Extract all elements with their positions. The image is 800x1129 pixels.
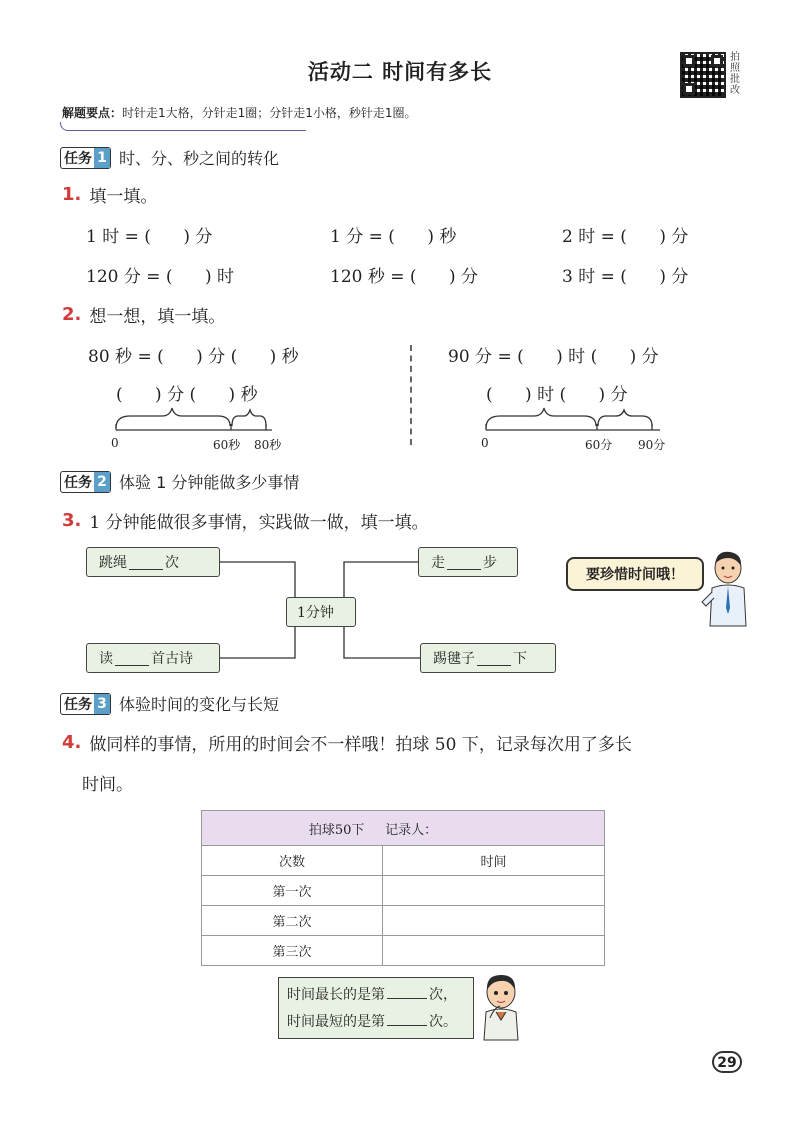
teacher-icon xyxy=(700,548,754,630)
q2-left-line2[interactable]: ( ) 分 ( ) 秒 xyxy=(116,385,258,405)
table-row xyxy=(202,876,605,906)
divider-dashed xyxy=(410,345,412,445)
box-jump-rope[interactable]: 跳绳 次 xyxy=(86,547,220,577)
page-number: 29 xyxy=(712,1051,742,1073)
task-1-header xyxy=(60,146,279,169)
q1-item-2[interactable]: 1 分 = ( ) 秒 xyxy=(330,227,457,247)
question-4-number: 4. xyxy=(62,732,82,753)
box-walk[interactable]: 走 步 xyxy=(418,547,518,577)
table-title: 拍球50下 记录人： xyxy=(202,811,605,846)
task-3-title: 体验时间的变化与长短 xyxy=(119,695,280,714)
tick-right-90: 90分 xyxy=(638,438,666,452)
question-4 xyxy=(62,730,632,755)
box-read-poems[interactable]: 读 首古诗 xyxy=(86,643,220,673)
q2-right-line1[interactable]: 90 分 = ( ) 时 ( ) 分 xyxy=(448,347,659,367)
question-1-text: 填一填。 xyxy=(89,187,158,207)
answer-shortest[interactable]: 时间最短的是第 次。 xyxy=(287,1009,465,1036)
row-label: 第二次 xyxy=(202,906,383,936)
q1-item-5[interactable]: 120 秒 = ( ) 分 xyxy=(330,267,478,287)
question-2-text: 想一想，填一填。 xyxy=(89,307,226,327)
q2-left-line1[interactable]: 80 秒 = ( ) 分 ( ) 秒 xyxy=(88,347,299,367)
question-4-text-line1: 做同样的事情，所用的时间会不一样哦！拍球 50 下，记录每次用了多长 xyxy=(89,735,632,755)
solution-tip xyxy=(62,104,417,121)
tip-label: 解题要点： xyxy=(62,106,123,120)
tick-left-0: 0 xyxy=(111,436,119,450)
time-cell[interactable] xyxy=(383,936,605,966)
task-3-header xyxy=(60,692,279,715)
table-row xyxy=(202,906,605,936)
speech-bubble-teacher: 要珍惜时间哦！ xyxy=(566,557,704,591)
question-1-number: 1. xyxy=(62,184,82,205)
qr-code-icon[interactable] xyxy=(680,52,726,98)
row-label: 第一次 xyxy=(202,876,383,906)
record-table xyxy=(201,810,605,966)
tip-text: 时针走1大格，分针走1圈；分针走1小格，秒针走1圈。 xyxy=(122,106,417,120)
q1-item-3[interactable]: 2 时 = ( ) 分 xyxy=(562,227,689,247)
column-header-count: 次数 xyxy=(202,846,383,876)
student-icon xyxy=(476,972,526,1042)
table-row xyxy=(202,936,605,966)
time-cell[interactable] xyxy=(383,876,605,906)
row-label: 第三次 xyxy=(202,936,383,966)
task-1-tag: 任务 1 xyxy=(60,147,111,169)
question-2-number: 2. xyxy=(62,304,82,325)
answer-box[interactable] xyxy=(278,977,474,1039)
task-2-header xyxy=(60,470,299,493)
task-3-tag: 任务 3 xyxy=(60,693,111,715)
task-2-title: 体验 1 分钟能做多少事情 xyxy=(119,473,300,492)
q1-item-6[interactable]: 3 时 = ( ) 分 xyxy=(562,267,689,287)
tick-right-60: 60分 xyxy=(585,438,613,452)
question-4-text-line2: 时间。 xyxy=(82,775,133,795)
tick-left-60: 60秒 xyxy=(213,438,241,452)
question-3 xyxy=(62,508,429,533)
qr-label: 拍照批改 xyxy=(730,52,740,96)
tip-underline xyxy=(60,122,306,131)
question-1 xyxy=(62,182,157,207)
column-header-time: 时间 xyxy=(383,846,605,876)
answer-longest[interactable]: 时间最长的是第 次， xyxy=(287,982,465,1009)
question-3-text: 1 分钟能做很多事情，实践做一做，填一填。 xyxy=(89,513,429,533)
box-one-minute: 1分钟 xyxy=(286,597,356,627)
page-title: 活动二 时间有多长 xyxy=(307,60,493,84)
question-2 xyxy=(62,302,225,327)
question-3-number: 3. xyxy=(62,510,82,531)
q2-right-line2[interactable]: ( ) 时 ( ) 分 xyxy=(486,385,628,405)
tick-right-0: 0 xyxy=(481,436,489,450)
q1-item-4[interactable]: 120 分 = ( ) 时 xyxy=(86,267,234,287)
q1-item-1[interactable]: 1 时 = ( ) 分 xyxy=(86,227,213,247)
task-2-tag: 任务 2 xyxy=(60,471,111,493)
task-1-title: 时、分、秒之间的转化 xyxy=(119,149,280,168)
box-kick-shuttlecock[interactable]: 踢毽子 下 xyxy=(420,643,556,673)
tick-left-80: 80秒 xyxy=(254,438,282,452)
time-cell[interactable] xyxy=(383,906,605,936)
